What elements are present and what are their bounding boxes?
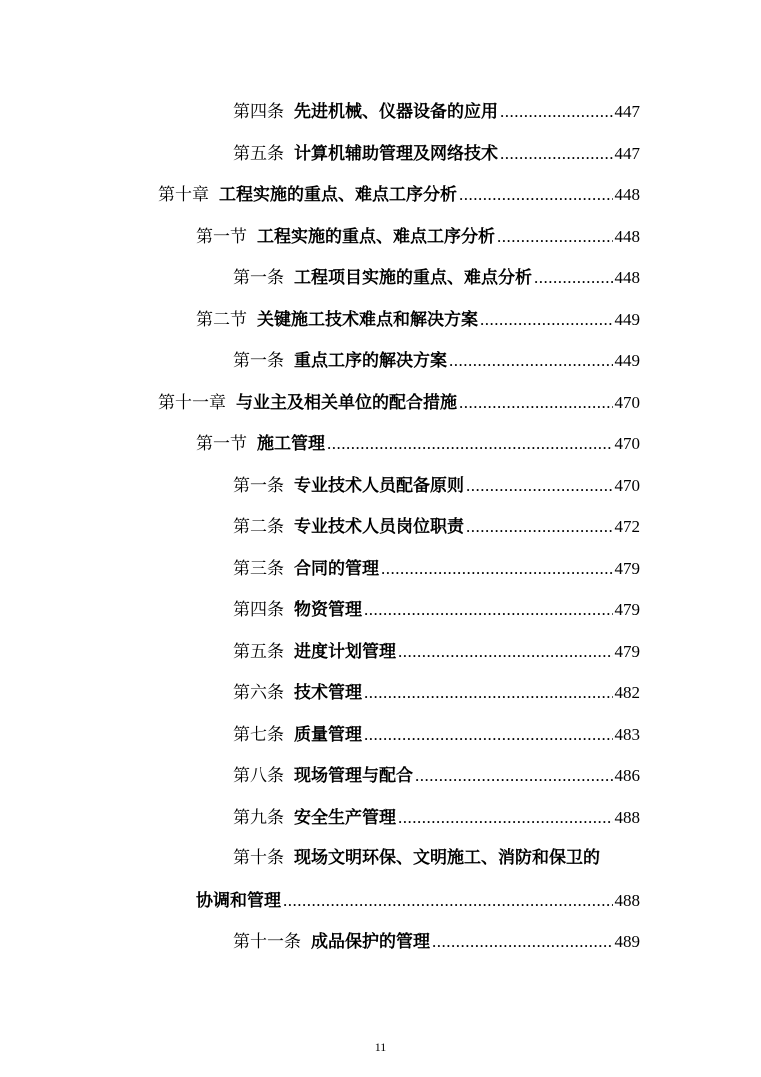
dot-leader — [497, 216, 613, 258]
dot-leader — [480, 299, 613, 341]
toc-entry-continuation[interactable] — [0, 880, 761, 922]
dot-leader — [415, 755, 613, 797]
toc-entry-number: 第五条 — [233, 641, 284, 662]
toc-entry-number: 第四条 — [233, 600, 284, 620]
toc-entry[interactable] — [0, 631, 761, 673]
toc-entry-title: 关键施工技术难点和解决方案 — [257, 309, 478, 330]
toc-entry-title: 技术管理 — [294, 683, 362, 703]
toc-entry-title: 计算机辅助管理及网络技术 — [294, 143, 498, 164]
toc-entry[interactable] — [0, 548, 761, 590]
toc-entry-number: 第一条 — [233, 475, 284, 496]
toc-entry[interactable] — [0, 340, 761, 382]
toc-entry-number: 第十一章 — [158, 392, 226, 413]
toc-entry[interactable] — [0, 423, 761, 465]
toc-entry[interactable] — [0, 174, 761, 216]
toc-entry[interactable] — [0, 755, 761, 797]
dot-leader — [534, 257, 613, 299]
toc-entry-number: 第一节 — [196, 226, 247, 247]
dot-leader — [364, 714, 613, 756]
toc-entry-page: 449 — [614, 351, 640, 370]
toc-entry[interactable] — [0, 797, 761, 839]
toc-entry-page: 449 — [614, 309, 640, 329]
toc-entry[interactable] — [0, 299, 761, 341]
toc-entry-title: 工程实施的重点、难点工序分析 — [219, 185, 457, 205]
toc-entry-page: 448 — [614, 185, 640, 204]
toc-entry-title: 物资管理 — [294, 600, 362, 620]
dot-leader — [381, 548, 613, 590]
dot-leader — [432, 921, 613, 963]
toc-entry-number: 第三条 — [233, 558, 284, 579]
dot-leader — [449, 340, 613, 382]
toc-entry-page: 482 — [614, 683, 640, 702]
toc-entry-page: 479 — [614, 600, 640, 619]
toc-entry-number: 第十条 — [233, 848, 284, 868]
dot-leader — [500, 91, 613, 133]
toc-entry[interactable] — [0, 382, 761, 424]
dot-leader — [459, 382, 613, 424]
toc-entry-title: 质量管理 — [294, 724, 362, 745]
toc-entry-page: 470 — [614, 434, 640, 453]
dot-leader — [283, 880, 613, 922]
toc-entry[interactable] — [0, 589, 761, 631]
toc-entry-title: 工程实施的重点、难点工序分析 — [257, 226, 495, 247]
toc-entry[interactable] — [0, 133, 761, 175]
toc-entry[interactable] — [0, 921, 761, 963]
toc-entry-title: 安全生产管理 — [294, 807, 396, 828]
toc-entry-number: 第一节 — [196, 434, 247, 454]
toc-entry-title: 专业技术人员岗位职责 — [294, 517, 464, 537]
toc-entry-number: 第七条 — [233, 724, 284, 745]
toc-entry-page: 472 — [614, 517, 640, 536]
toc-entry-title: 与业主及相关单位的配合措施 — [236, 392, 457, 413]
dot-leader — [398, 797, 613, 839]
toc-entry-page: 479 — [614, 558, 640, 578]
table-of-contents — [0, 91, 761, 963]
dot-leader — [364, 589, 613, 631]
dot-leader — [364, 672, 613, 714]
toc-entry[interactable] — [0, 216, 761, 258]
toc-entry-page: 470 — [614, 475, 640, 495]
toc-entry-page: 486 — [614, 766, 640, 785]
toc-entry-page: 448 — [614, 226, 640, 246]
toc-entry-page: 448 — [614, 268, 640, 287]
toc-entry-title: 现场管理与配合 — [294, 766, 413, 786]
toc-entry[interactable] — [0, 506, 761, 548]
toc-entry[interactable] — [0, 257, 761, 299]
toc-entry-title: 协调和管理 — [196, 890, 281, 911]
toc-entry[interactable] — [0, 465, 761, 507]
toc-entry-number: 第一条 — [233, 268, 284, 288]
toc-entry-page: 488 — [614, 890, 640, 910]
toc-entry[interactable] — [0, 91, 761, 133]
toc-entry-number: 第五条 — [233, 143, 284, 164]
toc-entry-title: 施工管理 — [257, 434, 325, 454]
page-number: 11 — [374, 1040, 387, 1054]
toc-entry-title: 进度计划管理 — [294, 641, 396, 662]
toc-entry-number: 第四条 — [233, 102, 284, 122]
toc-entry-title: 成品保护的管理 — [311, 932, 430, 952]
toc-entry-page: 489 — [614, 932, 640, 951]
toc-entry-number: 第八条 — [233, 766, 284, 786]
toc-entry-title: 合同的管理 — [294, 558, 379, 579]
toc-entry-title: 重点工序的解决方案 — [294, 351, 447, 371]
toc-entry-number: 第二条 — [233, 517, 284, 537]
toc-entry-page: 479 — [614, 641, 640, 661]
toc-entry-page: 470 — [614, 392, 640, 412]
dot-leader — [459, 174, 613, 216]
toc-entry-page: 447 — [614, 102, 640, 121]
toc-entry-page: 483 — [614, 724, 640, 744]
toc-entry-title: 专业技术人员配备原则 — [294, 475, 464, 496]
toc-entry-number: 第十一条 — [233, 932, 301, 952]
toc-entry-title: 工程项目实施的重点、难点分析 — [294, 268, 532, 288]
toc-entry-page: 488 — [614, 807, 640, 827]
toc-entry-number: 第二节 — [196, 309, 247, 330]
dot-leader — [466, 465, 613, 507]
dot-leader — [398, 631, 613, 673]
toc-entry-number: 第一条 — [233, 351, 284, 371]
dot-leader — [466, 506, 613, 548]
toc-entry-page: 447 — [614, 143, 640, 163]
toc-entry[interactable] — [0, 838, 761, 880]
toc-entry[interactable] — [0, 672, 761, 714]
dot-leader — [500, 133, 613, 175]
toc-entry-number: 第六条 — [233, 683, 284, 703]
toc-entry[interactable] — [0, 714, 761, 756]
toc-entry-number: 第九条 — [233, 807, 284, 828]
toc-entry-title: 现场文明环保、文明施工、消防和保卫的 — [294, 848, 600, 868]
dot-leader — [327, 423, 613, 465]
toc-entry-title: 先进机械、仪器设备的应用 — [294, 102, 498, 122]
toc-entry-number: 第十章 — [158, 185, 209, 205]
